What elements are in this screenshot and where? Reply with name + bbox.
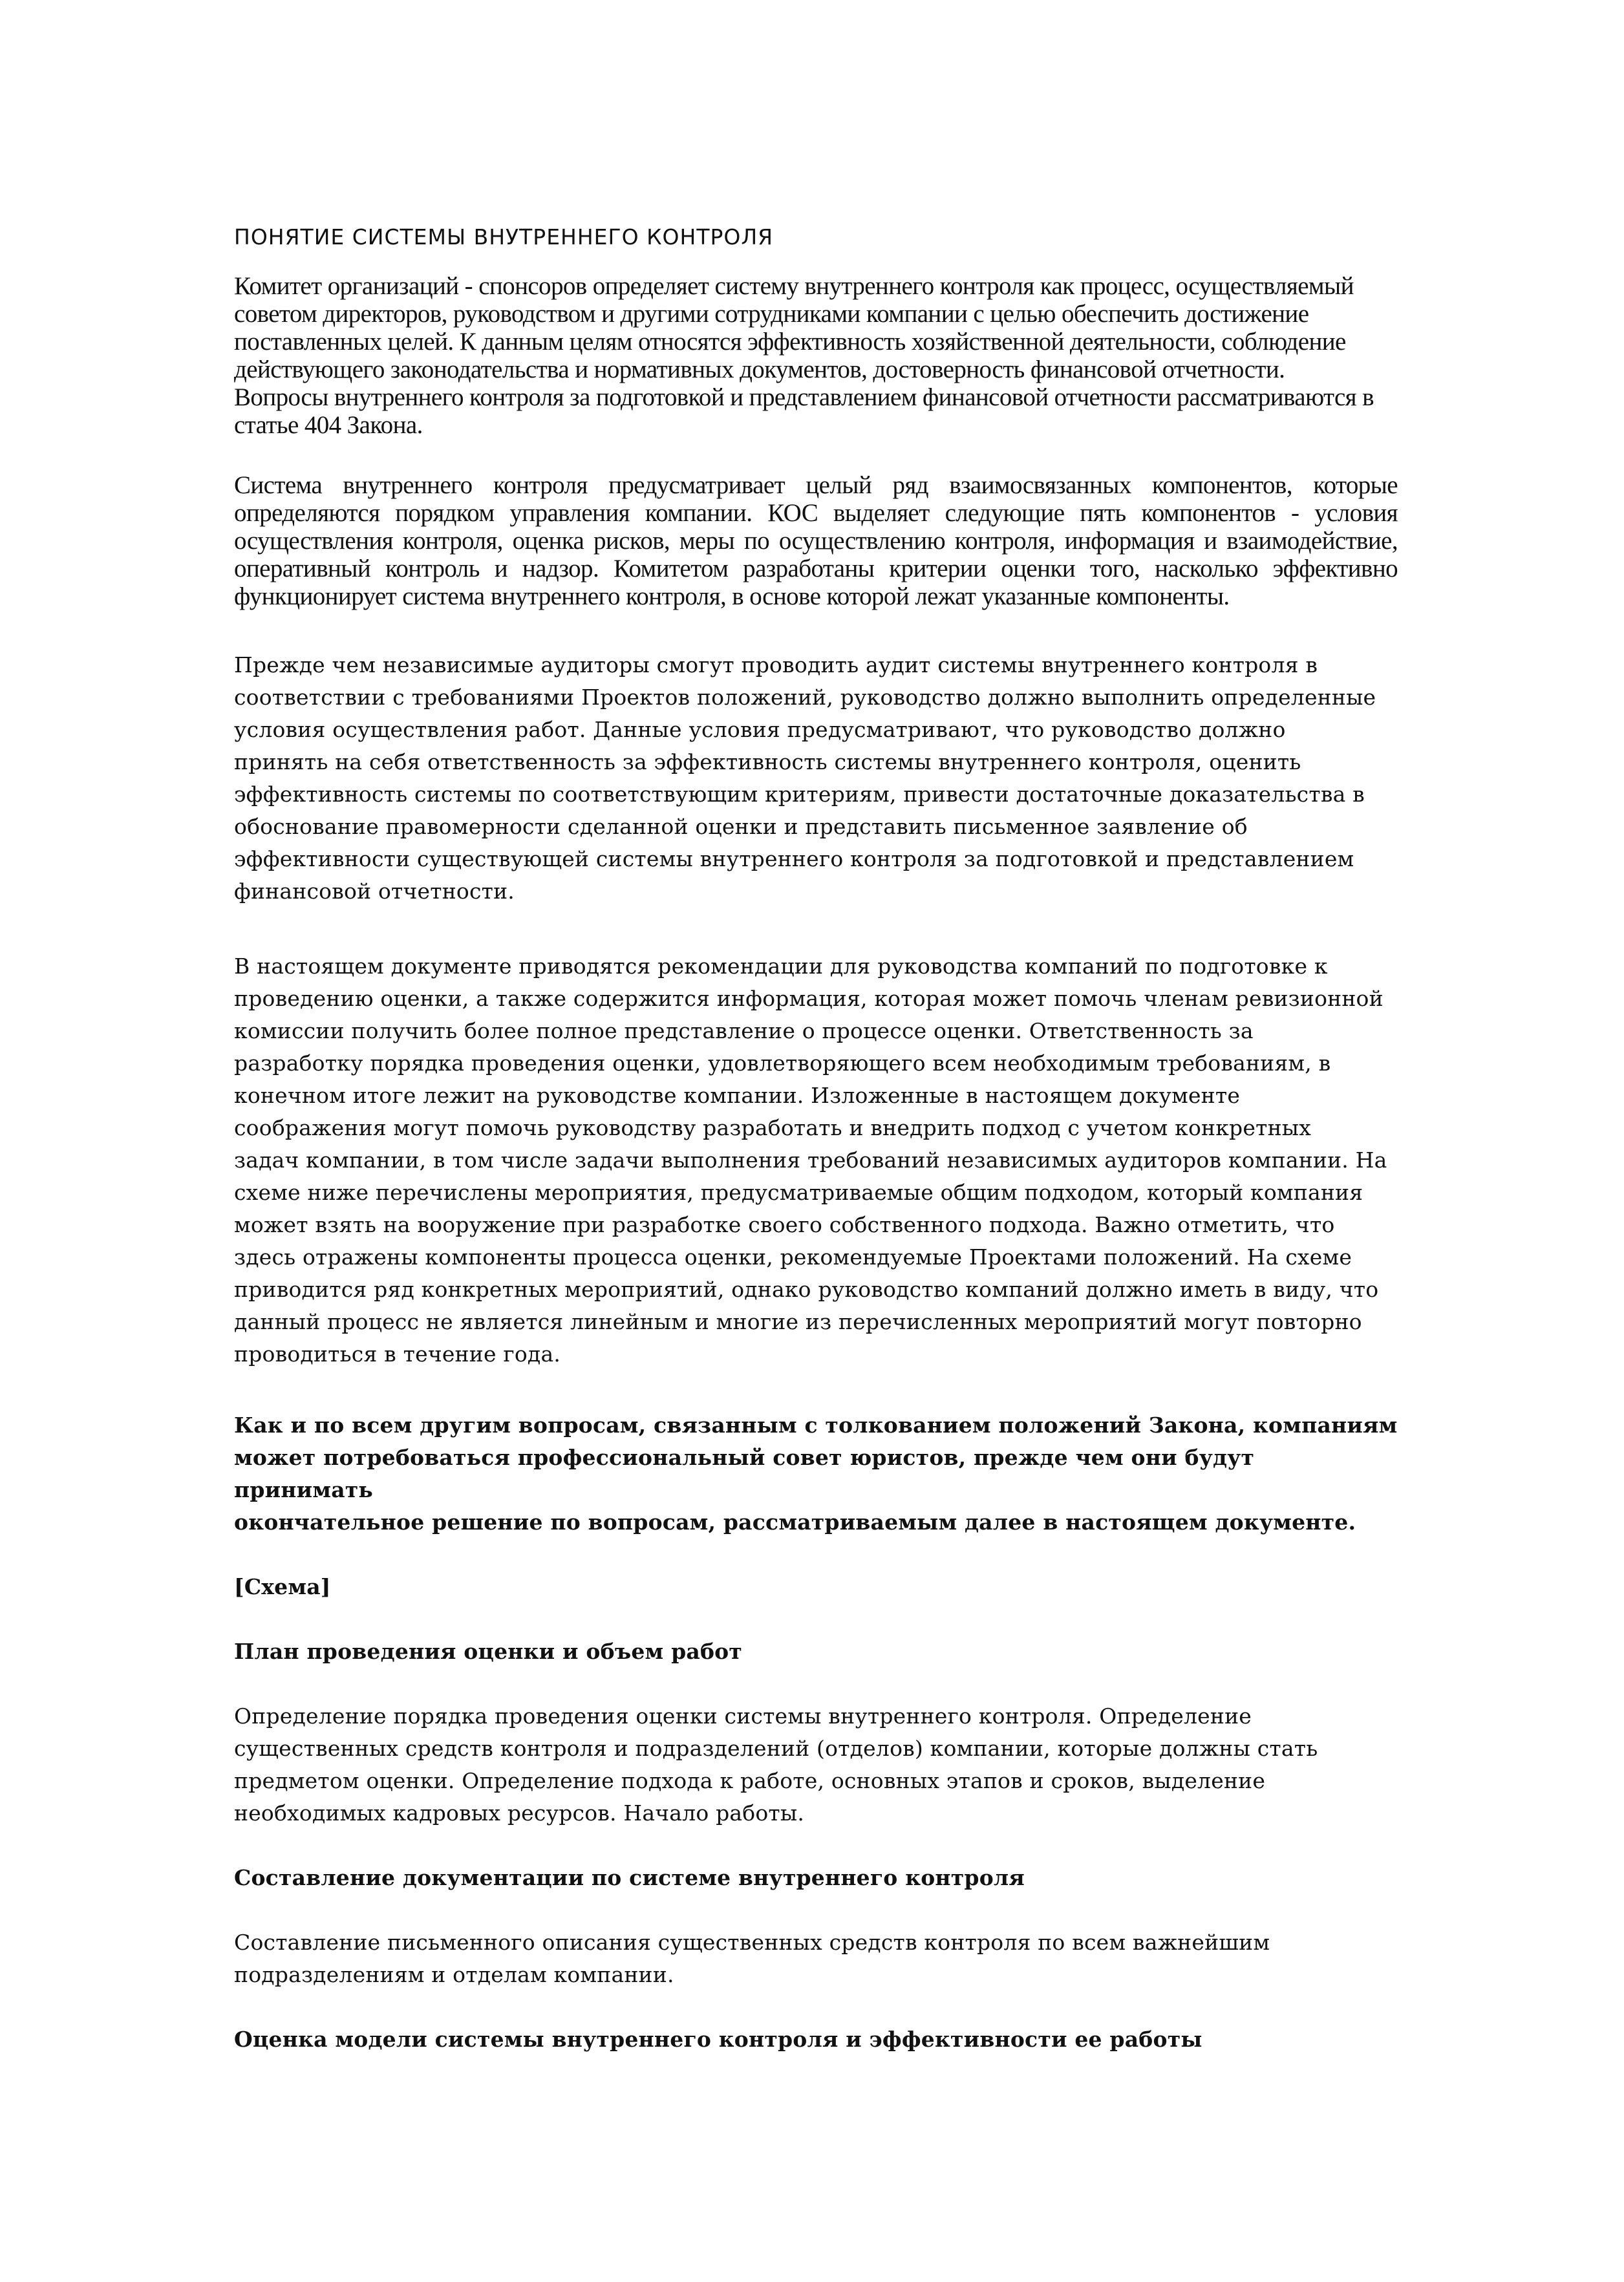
spacer: [234, 908, 1398, 950]
scheme-placeholder: [Схема]: [234, 1574, 331, 1599]
section-text-documentation: Составление письменного описания существенных средств контроля по всем важнейшим подразделениям и отделам компании.: [234, 1930, 1270, 1987]
paragraph-auditor-conditions: Прежде чем независимые аудиторы смогут проводить аудит системы внутреннего контроля в соответствии с требованиями Проектов положений, руководство должно выполнить определенные условия осуществления работ. Данные условия предусматривают, что руководство должно принять на себя ответственность за эффективность системы внутреннего контроля, оценить эффективность системы по соответствующим критериям, привести достаточные доказательства в обоснование правомерности сделанной оценки и представить письменное заявление об эффективности существующей системы внутреннего контроля за подготовкой и представлением финансовой отчетности.: [234, 652, 1376, 904]
spacer: [234, 1668, 1398, 1700]
spacer: [234, 1991, 1398, 2023]
paragraph-legal-note: Как и по всем другим вопросам, связанным с толкованием положений Закона, компаниям может потребоваться профессиональный совет юристов, прежде чем они будут принимать окончательное решение по вопросам, рассматриваемым далее в настоящем документе.: [234, 1413, 1398, 1535]
document-title: ПОНЯТИЕ СИСТЕМЫ ВНУТРЕННЕГО КОНТРОЛЯ: [234, 224, 774, 250]
spacer: [234, 1370, 1398, 1409]
section-heading-plan: План проведения оценки и объем работ: [234, 1639, 743, 1664]
spacer: [234, 610, 1398, 649]
section-heading-documentation: Составление документации по системе внутреннего контроля: [234, 1865, 1025, 1890]
paragraph-components: Система внутреннего контроля предусматривает целый ряд взаимосвязанных компонентов, которые определяются порядком управления компании. КОС выделяет следующие пять компонентов - условия осуществления контроля, оценка рисков, меры по осуществлению контроля, информация и взаимодействие, оперативный контроль и надзор. Комитетом разработаны критерии оценки того, насколько эффективно функционирует система внутреннего контроля, в основе которой лежат указанные компоненты.: [234, 471, 1398, 610]
spacer: [234, 1894, 1398, 1926]
paragraph-kos-definition: Комитет организаций - спонсоров определяет систему внутреннего контроля как процесс, осуществляемый советом директоров, руководством и другими сотрудниками компании с целью обеспечить достижение поставленных целей. К данным целям относятся эффективность хозяйственной деятельности, соблюдение действующего законодательства и нормативных документов, достоверность финансовой отчетности. Вопросы внутреннего контроля за подготовкой и представлением финансовой отчетности рассматриваются в статье 404 Закона.: [234, 272, 1374, 439]
section-heading-evaluation: Оценка модели системы внутреннего контроля и эффективности ее работы: [234, 2027, 1202, 2052]
spacer: [234, 1829, 1398, 1862]
spacer: [234, 1539, 1398, 1571]
spacer: [234, 439, 1398, 471]
paragraph-recommendations: В настоящем документе приводятся рекомендации для руководства компаний по подготовке к проведению оценки, а также содержится информация, которая может помочь членам ревизионной комиссии получить более полное представление о процессе оценки. Ответственность за разработку порядка проведения оценки, удовлетворяющего всем необходимым требованиям, в конечном итоге лежит на руководстве компании. Изложенные в настоящем документе соображения могут помочь руководству разработать и внедрить подход с учетом конкретных задач компании, в том числе задачи выполнения требований независимых аудиторов компании. На схеме ниже перечислены мероприятия, предусматриваемые общим подходом, который компания может взять на вооружение при разработке своего собственного подхода. Важно отметить, что здесь отражены компоненты процесса оценки, рекомендуемые Проектами положений. На схеме приводится ряд конкретных мероприятий, однако руководство компаний должно иметь в виду, что данный процесс не является линейным и многие из перечисленных мероприятий могут повторно проводиться в течение года.: [234, 954, 1387, 1367]
spacer: [234, 1603, 1398, 1636]
document-body: [234, 223, 1398, 2056]
section-text-plan: Определение порядка проведения оценки системы внутреннего контроля. Определение существенных средств контроля и подразделений (отделов) компании, которые должны стать предметом оценки. Определение подхода к работе, основных этапов и сроков, выделение необходимых кадровых ресурсов. Начало работы.: [234, 1703, 1318, 1826]
